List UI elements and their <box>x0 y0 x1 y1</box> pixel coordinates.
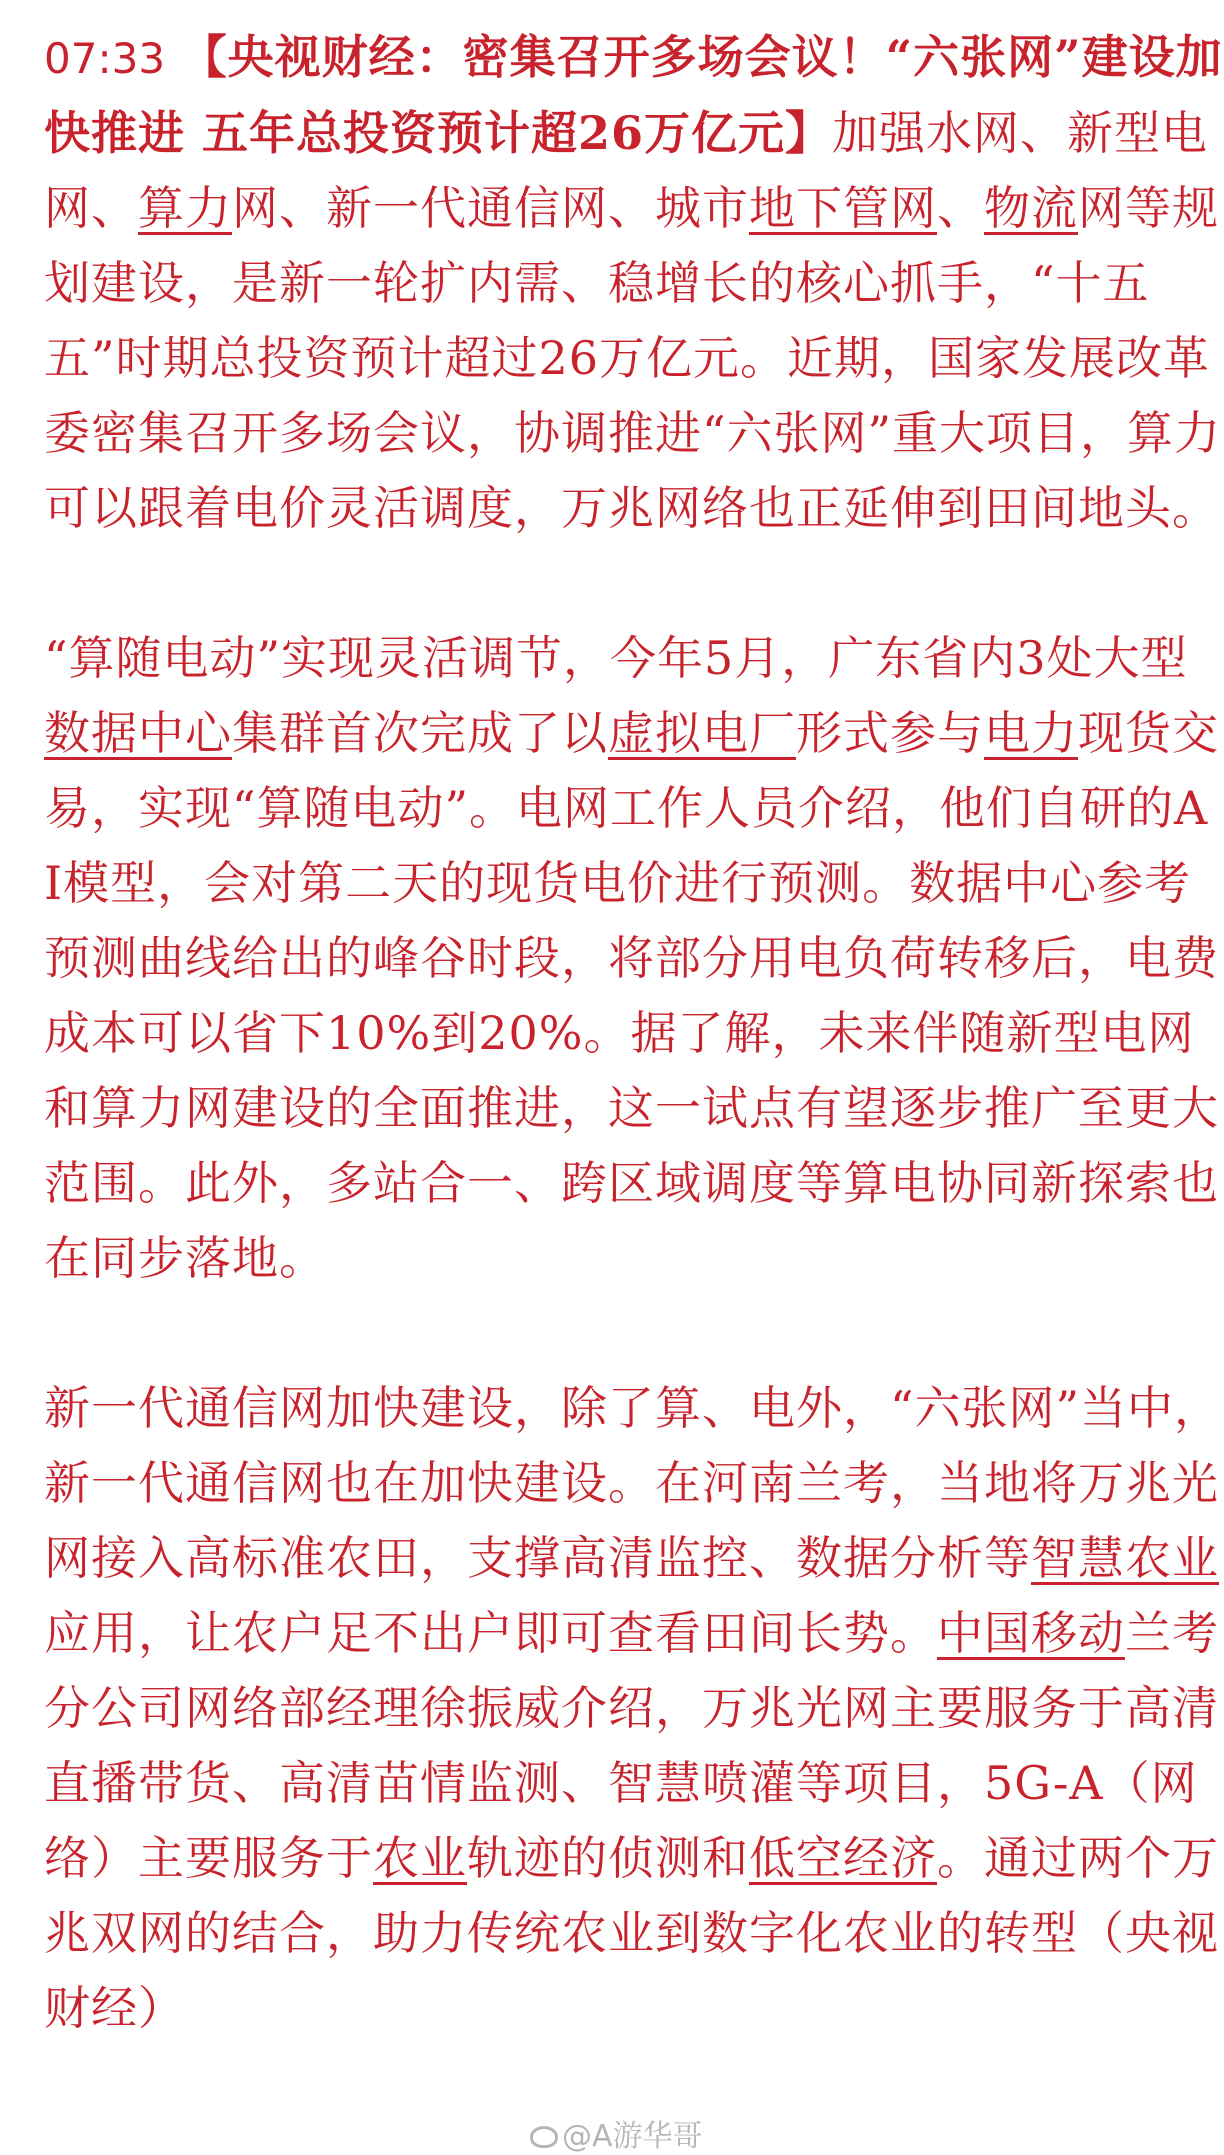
text-segment: 新一代通信网加快建设，除了算、电外，“六张网”当中，新一代通信网也在加快建设。在河南兰考，当地将万兆光网接入高标准农田，支撑高清监控、数据分析等 <box>44 1381 1222 1585</box>
keyword-link[interactable]: 智慧农业 <box>1031 1531 1219 1585</box>
keyword-link[interactable]: 算力 <box>138 181 232 235</box>
text-segment: 形式参与 <box>796 706 984 760</box>
keyword-link[interactable]: 电力 <box>984 706 1078 760</box>
keyword-link[interactable]: 虚拟电厂 <box>608 706 796 760</box>
keyword-link[interactable]: 低空经济 <box>749 1831 937 1885</box>
text-segment: 现货交易，实现“算随电动”。电网工作人员介绍，他们自研的AI模型，会对第二天的现货电价进行预测。数据中心参考预测曲线给出的峰谷时段，将部分用电负荷转移后，电费成本可以省下10%到20%。据了解，未来伴随新型电网和算力网建设的全面推进，这一试点有望逐步推广至更大范围。此外，多站合一、跨区域调度等算电协同新探索也在同步落地。 <box>44 706 1219 1285</box>
post-time: 07:33 <box>44 34 166 83</box>
paragraph-1 <box>44 20 1224 546</box>
keyword-link[interactable]: 中国移动 <box>937 1606 1125 1660</box>
text-segment: 加强水网、新型电网、 <box>44 106 1209 235</box>
keyword-link[interactable]: 物流 <box>984 181 1078 235</box>
headline: 【央视财经：密集召开多场会议！“六张网”建设加快推进 五年总投资预计超26万亿元】 <box>44 30 1223 160</box>
text-segment: 。通过两个万兆双网的结合，助力传统农业到数字化农业的转型（央视财经） <box>44 1831 1219 2035</box>
paragraph-3 <box>44 1371 1224 2046</box>
watermark <box>530 2120 703 2154</box>
watermark-text: @A游华哥 <box>562 2119 703 2154</box>
text-segment: 兰考分公司网络部经理徐振威介绍，万兆光网主要服务于高清直播带货、高清苗情监测、智慧喷灌等项目，5G-A（网络）主要服务于 <box>44 1606 1219 1885</box>
text-segment: 轨迹的侦测和 <box>467 1831 749 1885</box>
text-segment: 应用，让农户足不出户即可查看田间长势。 <box>44 1606 937 1660</box>
paragraph-2 <box>44 621 1224 1296</box>
text-segment: 网、新一代通信网、城市 <box>232 181 749 235</box>
weibo-icon <box>530 2126 558 2148</box>
keyword-link[interactable]: 地下管网 <box>749 181 937 235</box>
text-segment: 集群首次完成了以 <box>232 706 608 760</box>
text-segment: “算随电动”实现灵活调节，今年5月，广东省内3处大型 <box>44 631 1188 685</box>
text-segment: 、 <box>937 181 984 235</box>
keyword-link[interactable]: 农业 <box>373 1831 467 1885</box>
keyword-link[interactable]: 数据中心 <box>44 706 232 760</box>
text-segment: 网等规划建设，是新一轮扩内需、稳增长的核心抓手，“十五五”时期总投资预计超过26万亿元。近期，国家发展改革委密集召开多场会议，协调推进“六张网”重大项目，算力可以跟着电价灵活调度，万兆网络也正延伸到田间地头。 <box>44 181 1222 535</box>
